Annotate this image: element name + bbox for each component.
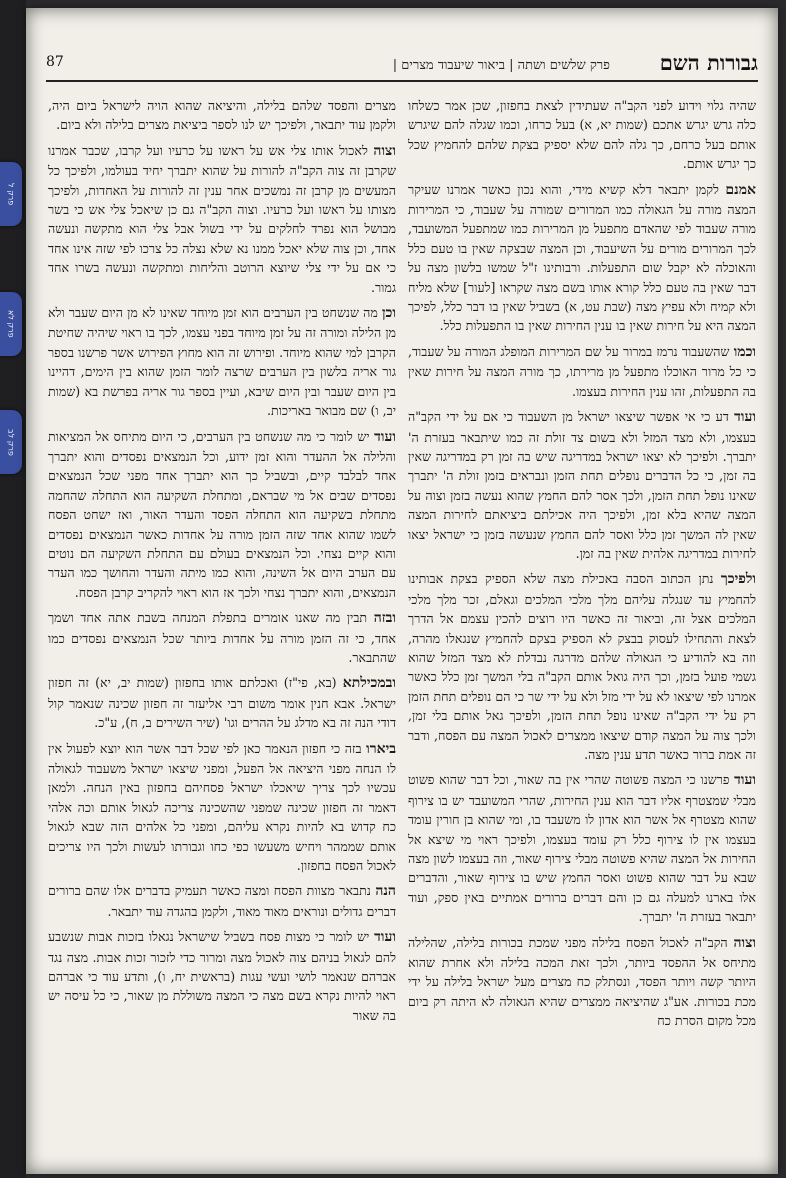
paragraph-text: שהשעבוד נרמז במרור על שם המרירות המופלג המורה על שעבוד, כי כל מרור האוכלו מתפעל מן מרירתו, כך מורה המצה על חירות שאין בה התפעלות, זהו ענין החירות בעצמו.	[408, 343, 756, 399]
paragraph-lead-word: ועוד	[374, 929, 396, 946]
paragraph	[48, 927, 396, 1025]
paragraph-text: נתן הכתוב הסבה באכילת מצה שלא הספיק בצקת אבותינו להחמיץ עד שנגלה עליהם מלך מלכי המלכים וגאלם, זכר מלך מלכי המלכים אצל זה, וביאור זה כאשר היו רוצים להכין עצמם אל הדרך לצאת והתחילו לעסוק בבצק לא הספיק בצקם להחמיץ שנגאלו מהרה, וזה בא להודיע כי הגאולה שלהם מדרגה נבדלת לא מצד המזל שהוא גשמי פועל בזמן, וכך היה גואל אותם הקב"ה בלי המשך זמן כלל כאשר אמרנו לפי שיצאו לא על ידי מזל ולא על ידי שר כי הם נופלים תחת הזמן רק על ידי הקב"ה שאינו נופל תחת הזמן, ולפיכך גאל אותם בלי זמן, ולכך צוה על המצה קודם שיצאו ממצרים לאכול המצה עם הפסח, ודבר זה אמת ברור כאשר תדע ענין מצה.	[408, 571, 756, 762]
side-tab-2[interactable]	[0, 292, 22, 356]
paragraph	[48, 673, 396, 732]
paragraph	[408, 342, 756, 401]
paragraph-lead-word: ועוד	[734, 409, 756, 426]
paragraph-text: תבין מה שאנו אומרים בתפלת המנחה בשבת אתה אחד ושמך אחד, כי זה הזמן מורה על אחדות ביותר שכל הנמצאים נפסדים כמו שהתבאר.	[48, 610, 396, 665]
paragraph	[48, 881, 396, 921]
paragraph-lead-word: ובזה	[373, 610, 396, 627]
paragraph	[408, 180, 756, 336]
paragraph-text: בזה כי חפזון הנאמר כאן לפי שכל דבר אשר הוא יוצא לפעול אין לו הנחה מפני היציאה אל הפעל, ומפני שיצאו ישראל משעבוד לגאולה עכשיו לכך צריך שיאכלו ישראל פסחיהם בחפזון באין הנחה. ולמאן דאמר זה חפזון שכינה שמפני שהשכינה צריכה לגאול אותם וכה אלהי כח קדוש בא להיות נקרא עליהם, ומפני כל אלהים הזה שבא לגאול אותם שממהר ויחיש משעשו כפי כחו וגבורתו לעשות ולכך היו צריכים לאכול הפסח בחפזון.	[48, 740, 396, 874]
paragraph	[48, 303, 396, 420]
paragraph-lead-word: ועוד	[734, 772, 756, 789]
paragraph-lead-word: וכמו	[733, 343, 756, 360]
chapter-line: פרק שלשים ושתה | ביאור שיעבוד מצרים |	[392, 58, 610, 73]
side-tab-1[interactable]	[0, 162, 22, 226]
paragraph-text: מה שנשחט בין הערבים הוא זמן מיוחד שאינו לא מן היום שעבר ולא מן הלילה ומורה זה על זמן מיוחד בפני עצמו, לכך בו ראוי שיהיה שחיטת הקרבן למי שהוא מיוחד. ופירוש זה הוא מחוץ הפירוש אשר פרשנו בספר גור אריה בלשון בין הערבים שרצה לומר הזמן שהוא בין הימים, דהיינו בין היום שעבר ובין היום שיבא, ועיין בספר גור אריה בפרשת בא (שמות יב, ו) שם מבואר באריכות.	[48, 305, 396, 419]
paragraph-lead-word: ובמכילתא	[342, 675, 396, 692]
side-tab-label: פרק לב	[6, 428, 16, 456]
paragraph-text: שהיה גלוי וידוע לפני הקב"ה שעתידין לצאת בחפזון, שכן אמר כשלחו כלה גרש יגרש אתכם (שמות יא, א) בעל כרחו, וכמו שגלה להם שיגרש אותם בעל כרחם, כך גלה להם שלא יספיק בצקת שלהם להחמיץ שכל כך יגרש אותם.	[408, 98, 756, 172]
paragraph	[408, 407, 756, 563]
paragraph-text: יש לומר כי מה שנשחט בין הערבים, כי היום מתיחס אל המציאות והלילה אל ההעדר והוא זמן ידוע, וכל הנמצאים נפסדים והוא יתברך אחד לבלבד קיים, ובשביל כך הוא יתברך אחד מפני שכל הנמצאים נפסדים שבים אל מי שבראם, ומתחלת השקיעה הוא התחלה שהחמה מתחלת בשקיעה הוא התחלה הפסד והעדר האור, ואז ישחט הפסח לשמו שהוא אחד שזה הזמן מורה על אחדות כאשר הנמצאים נפסדים והוא קיים נצחי. וכל הנמצאים בעולם עם התחלת השקיעה הם נוטים עם הערב היום אל השינה, והוא כמו מיתה והעדר והחושך כמו העדר הנמצאים, והוא יתברך נצחי ולכך אז הוא ראוי להקריב קרבן הפסח.	[48, 428, 396, 600]
paragraph-text: לקמן יתבאר דלא קשיא מידי, והוא נכון כאשר אמרנו שעיקר המצה מורה על הגאולה כמו המרורים שמורה על שעבוד, כי המרירות מורה שעבוד לפי שהאדם מתפעל מן המרירות כמו שמתפעל המשועבד, לכך המרורים מורים על השיעבוד, וכן המצה שבצקה שאין בו טעם כלל והאוכלה לא יקבל שום התפעלות. ורבותינו ז"ל שמשו בלשון מצה על דבר שאין בה טעם כלל קורא אותו בשם מצה שקראו [לעור] שלא מליח ולא קמיח ולא עפיץ מצה (שבת עט, א) בשביל שאין בו דבר כלל, לפיכך המצה היא על חירות שאין בו ענין החירות שאין בו התפעלות כלל.	[408, 181, 756, 334]
paragraph	[408, 96, 756, 174]
side-tabs	[0, 0, 26, 1178]
paragraph-text: פרשנו כי המצה פשוטה שהרי אין בה שאור, וכל דבר שהוא פשוט מבלי שמצטרף אליו דבר הוא ענין החירות, שהרי המשועבד יש בו צירוף שהוא מצטרף אל אשר הוא אדון לו משעבד בו, ומי שהוא בן חורין עומד בעצמו אין לו צירוף כלל רק עומד בעצמו, ולפיכך ראוי מי שיצא אל החירות אל המצה שהיא פשוטה מבלי צירוף שאור, וזה בעצמו לשון מצה שבא על דבר שהוא פשוט ואסר החמץ שיש בו צירוף שאור, והדברים אלו בארנו למעלה גם כן והם דברים ברורים אמתיים באין ספק, ועוד יתבאר בעזרת ה' יתברך.	[408, 772, 756, 925]
paragraph-lead-word: הנה	[375, 883, 396, 900]
left-column	[48, 96, 396, 1144]
page-number: 87	[46, 54, 64, 70]
paragraph-lead-word: וכן	[381, 305, 396, 322]
paragraph	[48, 739, 396, 876]
book-page	[26, 8, 778, 1174]
paragraph-lead-word: ביארו	[366, 740, 396, 757]
paragraph	[48, 608, 396, 667]
side-tab-label: פרק לא	[6, 310, 16, 338]
side-tab-3[interactable]	[0, 410, 22, 474]
paragraph	[408, 770, 756, 926]
text-columns	[48, 96, 756, 1144]
paragraph	[48, 96, 396, 135]
paragraph-lead-word: וצוה	[373, 142, 396, 159]
paragraph-lead-word: וצוה	[733, 934, 756, 951]
paragraph-lead-word: ולפיכך	[720, 571, 756, 588]
paragraph	[408, 933, 756, 1031]
paragraph-text: דע כי אי אפשר שיצאו ישראל מן השעבוד כי אם על ידי הקב"ה בעצמו, ולא מצד המזל ולא בשום צד זולת זה כמו שיתבאר בעזרת ה' יתברך. ולפיכך לא יצאו ישראל במדריגה שיש בה זמן רק במדריגה שאין בה זמן, כי כל הדברים נופלים תחת הזמן ונבראים בזמן זולת ה' יתברך שאינו נופל תחת הזמן, ולכך אסר להם החמץ שהוא נעשה בזמן וצוה על המצה שהיא בלא זמן, ולפיכך היה אכילתם ביציאתם לחירות המצה שאין לה המשך זמן כלל ואסר להם החמץ שנעשה בזמן כי ישראל יצאו לחירות במדריגה אלהית שאין בה זמן.	[408, 409, 756, 561]
right-column	[408, 96, 756, 1144]
paragraph-text: מצרים והפסד שלהם בלילה, והיציאה שהוא הויה לישראל ביום היה, ולקמן עוד יתבאר, ולפיכך יש לנו לספר ביציאת מצרים בלילה ולא ביום.	[48, 98, 396, 133]
paragraph-text: לאכול אותו צלי אש על ראשו על כרעיו ועל קרבו, שכבר אמרנו שקרבן זה צוה הקב"ה להורות על שהוא יתברך יחיד בעולמו, ולפיכך כל המעשים מן קרבן זה נמשכים אחר ענין זה להורות על האחדות, ולפיכך מצותו על ראשו ועל כרעיו. וצוה הקב"ה גם כן שיאכל צלי אש כי בשר מבושל הוא נפרד לחלקים על ידי בשול אבל צלי הוא מתקשה ונעשה אחד, וכן צוה שלא יאכל ממנו נא שלא נצלה כל צרכו לפי שזה אינו אחד כי אם על ידי צלי שיוצא הרוטב והליחות ומתקשה ונעשה בשרו אחד גמור.	[48, 142, 396, 295]
paragraph-text: נתבאר מצוות הפסח ומצה כאשר תעמיק בדברים אלו שהם ברורים דברים גדולים ונוראים מאוד מאוד, ולקמן בהגדה עוד יתבאר.	[48, 883, 396, 919]
paragraph	[48, 427, 396, 603]
paragraph-text: יש לומר כי מצות פסח בשביל שישראל נגאלו בזכות אבות שנשבע להם לגאול בניהם צוה לאכול מצה ומרור כדי לזכור זכות אבות. מצה נגד אברהם שנאמר לושי ועשי עגות (בראשית יח, ו), ותדע עוד כי אברהם ראוי להיות נקרא בשם מצה כי המצה משוללת מן שאור, כי כל עיסה יש בה שאור	[48, 929, 396, 1023]
paragraph	[48, 141, 396, 297]
paragraph	[408, 569, 756, 764]
paragraph-lead-word: אמנם	[725, 181, 756, 198]
paragraph-text: הקב"ה לאכול הפסח בלילה מפני שמכת בכורות בלילה, שהלילה מתיחס אל ההפסד ביותר, ולכך זאת המכה בלילה ולא אחרת שהוא היותר קשה ויותר הפסד, ונסתלק כח מצרים מעל ישראל בלילה על ידי מכת בכורות. אע"ג שהיציאה ממצרים שהיא הגאולה לא היתה רק ביום מכל מקום הסרת כח	[408, 934, 756, 1029]
book-title: גבורות השם	[659, 50, 758, 75]
paragraph-lead-word: ועוד	[374, 428, 396, 445]
side-tab-label: פרק ל	[6, 182, 16, 206]
running-header	[46, 48, 758, 82]
paragraph-text: (בא, פי"ז) ואכלתם אותו בחפזון (שמות יב, יא) זה חפזון ישראל. אבא חנין אומר משום רבי אליעזר זה חפזון שכינה שנאמר קול דודי הנה זה בא מדלג על ההרים וגו' (שיר השירים ב, ח), ע"כ.	[48, 675, 396, 731]
